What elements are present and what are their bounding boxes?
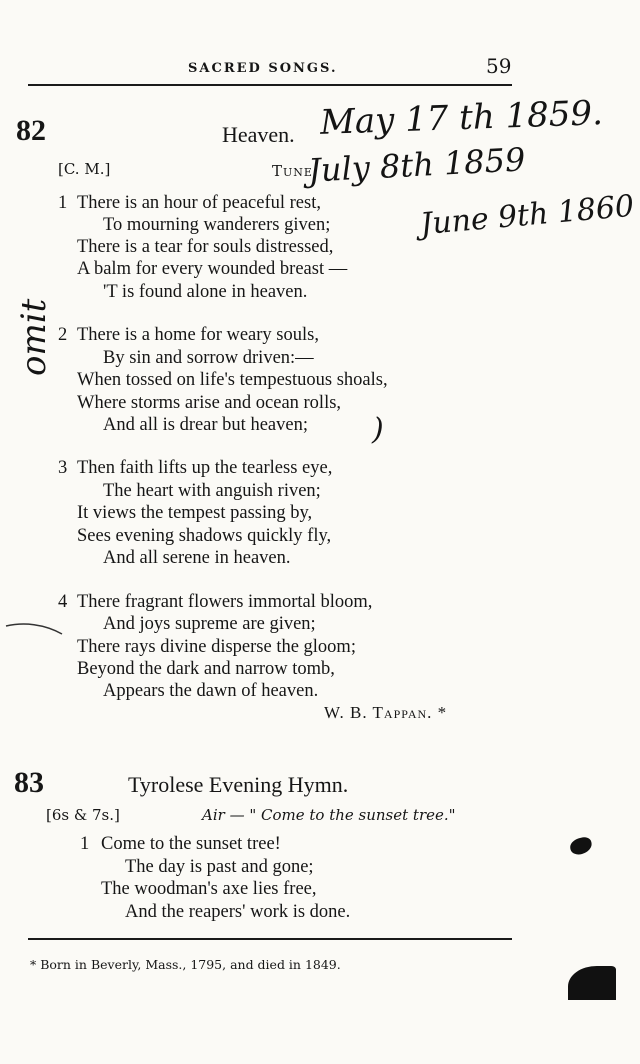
verse-line: The woodman's axe lies free, xyxy=(101,879,317,899)
verse-line: Come to the sunset tree! xyxy=(101,834,281,854)
verse-number: 3 xyxy=(58,458,68,478)
verse-line: There rays divine disperse the gloom; xyxy=(77,637,356,657)
verse-line: And joys supreme are given; xyxy=(103,614,316,634)
page-number: 59 xyxy=(486,54,512,78)
hymn-82-title: Heaven. xyxy=(222,122,295,147)
verse-number: 2 xyxy=(58,325,68,345)
verse-line: There fragrant flowers immortal bloom, xyxy=(77,592,373,612)
ink-blot xyxy=(568,835,593,856)
handwritten-date-3: June 9th 1860 xyxy=(418,188,636,243)
handwritten-mark: ) xyxy=(372,412,384,447)
hymn-83-title: Tyrolese Evening Hymn. xyxy=(128,772,349,797)
hymn-83-air: Air — " Come to the sunset tree." xyxy=(202,806,456,824)
verse-line: And all serene in heaven. xyxy=(103,548,291,568)
footnote-rule xyxy=(28,938,512,940)
verse-line: The heart with anguish riven; xyxy=(103,481,321,501)
handwritten-date-1: May 17 th 1859. xyxy=(319,93,604,143)
hymn-83-number: 83 xyxy=(14,766,44,799)
running-title: SACRED SONGS. xyxy=(188,61,338,76)
verse-line: When tossed on life's tempestuous shoals, xyxy=(77,370,388,390)
verse-line: 'T is found alone in heaven. xyxy=(103,282,308,302)
verse-line: There is an hour of peaceful rest, xyxy=(77,193,321,213)
ink-blot xyxy=(568,966,616,1000)
handwritten-margin-note: omit xyxy=(14,298,54,376)
verse-line: There is a home for weary souls, xyxy=(77,325,319,345)
verse-line: There is a tear for souls distressed, xyxy=(77,237,334,257)
verse-line: Appears the dawn of heaven. xyxy=(103,681,319,701)
footnote: * Born in Beverly, Mass., 1795, and died in 1849. xyxy=(30,957,341,972)
verse-number: 1 xyxy=(58,193,68,213)
verse-line: And all is drear but heaven; xyxy=(103,415,308,435)
verse-line: Then faith lifts up the tearless eye, xyxy=(77,458,333,478)
header-rule xyxy=(28,84,512,86)
verse-line: To mourning wanderers given; xyxy=(103,215,331,235)
verse-line: The day is past and gone; xyxy=(125,857,314,877)
verse-number: 1 xyxy=(80,834,90,854)
verse-line: Sees evening shadows quickly fly, xyxy=(77,526,332,546)
verse-line: A balm for every wounded breast — xyxy=(77,259,348,279)
verse-line: It views the tempest passing by, xyxy=(77,503,313,523)
verse-line: By sin and sorrow driven:— xyxy=(103,348,314,368)
verse-line: And the reapers' work is done. xyxy=(125,902,351,922)
hymn-82-author: W. B. Tappan. * xyxy=(324,703,448,722)
verse-number: 4 xyxy=(58,592,68,612)
verse-line: Where storms arise and ocean rolls, xyxy=(77,393,342,413)
hymn-82-meter: [C. M.] xyxy=(58,160,111,178)
hymn-83-meter: [6s & 7s.] xyxy=(46,806,120,824)
handwritten-date-2: July 8th 1859 xyxy=(307,140,527,190)
margin-stroke-mark xyxy=(4,618,64,638)
hymn-82-number: 82 xyxy=(16,114,46,147)
hymn-82-tune-label: Tune xyxy=(272,162,313,180)
verse-line: Beyond the dark and narrow tomb, xyxy=(77,659,335,679)
